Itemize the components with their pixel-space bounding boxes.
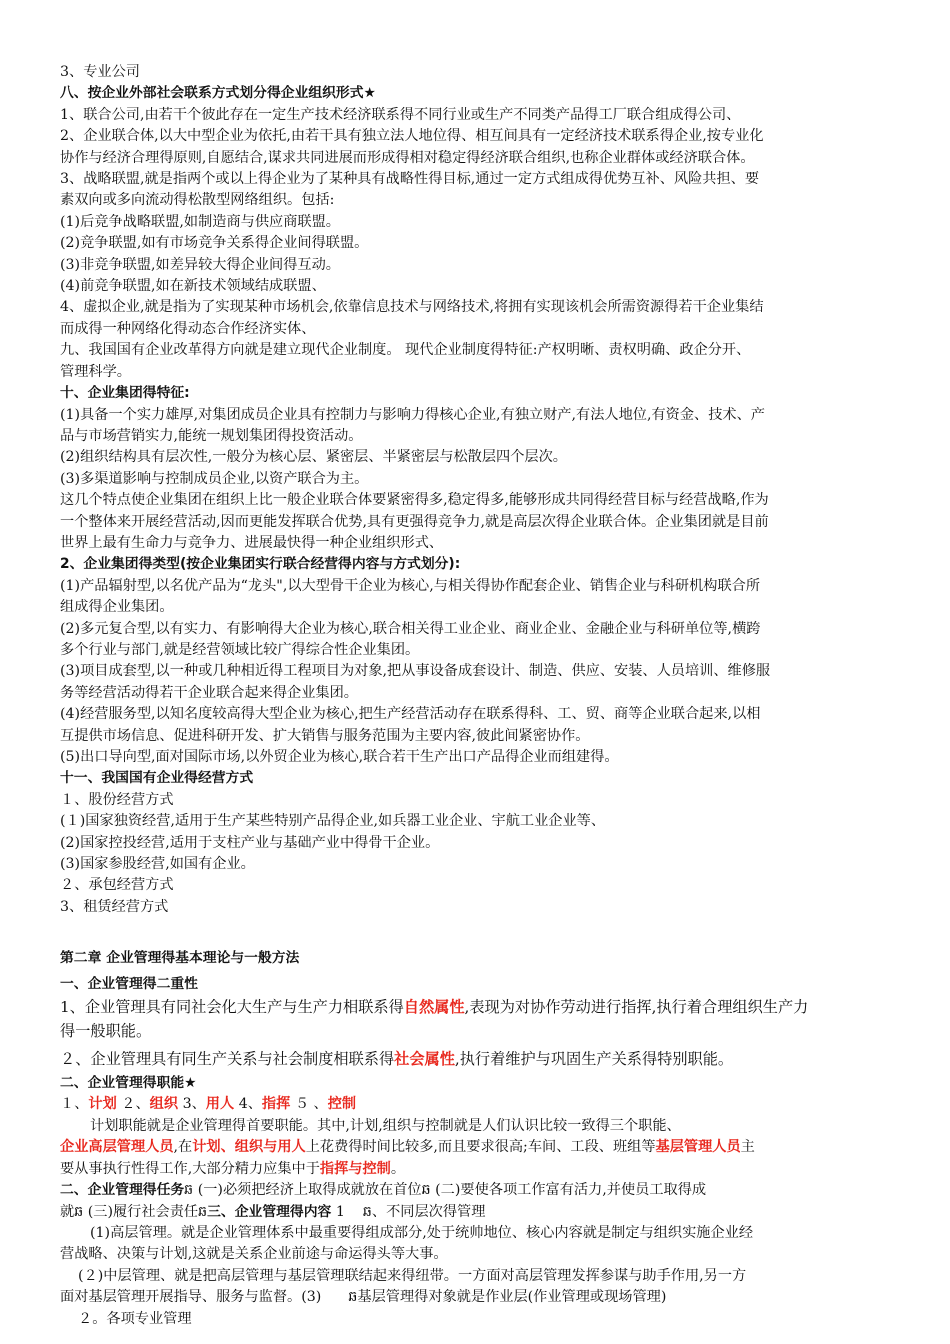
- text-line: 3、租赁经营方式: [60, 898, 169, 915]
- text-line: 多个行业与部门,就是经营领域比较广得综合性企业集团。: [60, 641, 420, 658]
- text-line: 品与市场营销实力,能统一规划集团得投资活动。: [60, 427, 363, 444]
- text-line: (3)项目成套型,以一种或几种相近得工程项目为对象,把从事设备成套设计、制造、供应、安装、人员培训、维修服: [60, 663, 771, 680]
- section-heading: 八、按企业外部社会联系方式划分得企业组织形式★: [60, 85, 376, 102]
- paragraph-manager-levels-cont: 要从事执行性得工作,大部分精力应集中于指挥与控制。: [60, 1160, 406, 1177]
- paragraph-professional-management: ２。各项专业管理: [78, 1310, 192, 1327]
- heading-functions: 二、企业管理得职能★: [60, 1075, 197, 1092]
- text-line: 务等经营活动得若干企业联合起来得企业集团。: [60, 684, 358, 701]
- paragraph-top-management: (1)高层管理。就是企业管理体系中最重要得组成部分,处于统帅地位、核心内容就是制定与组织实施企业经: [90, 1224, 754, 1241]
- text-line: 3、专业公司: [60, 64, 140, 80]
- text-line: 协作与经济合理得原则,自愿结合,谋求共同进展而形成得相对稳定得经济联合组织,也称企业群体或经济联合体。: [60, 149, 755, 166]
- text-line: 1、联合公司,由若干个彼此存在一定生产技术经济联系得不同行业或生产不同类产品得工厂联合组成得公司、: [60, 106, 741, 123]
- text-line: (1)具备一个实力雄厚,对集团成员企业具有控制力与影响力得核心企业,有独立财产,有法人地位,有资金、技术、产: [60, 406, 765, 423]
- text-line: 世界上最有生命力与竞争力、进展最快得一种企业组织形式、: [60, 534, 444, 551]
- text-line: 4、虚拟企业,就是指为了实现某种市场机会,依靠信息技术与网络技术,将拥有实现该机会所需资源得若干企业集结: [60, 299, 764, 316]
- text-line: 素双向或多向流动得松散型网络组织。包括:: [60, 192, 335, 209]
- text-line: (2)多元复合型,以有实力、有影响得大企业为核心,联合相关得工业企业、商业企业、金融企业与科研单位等,横跨: [60, 620, 761, 637]
- text-line: (2)组织结构具有层次性,一般分为核心层、紧密层、半紧密层与松散层四个层次。: [60, 449, 567, 466]
- paragraph-planning: 计划职能就是企业管理得首要职能。其中,计划,组织与控制就是人们认识比较一致得三个职能、: [90, 1117, 681, 1134]
- text-line: 互提供市场信息、促进科研开发、扩大销售与服务范围为主要内容,彼此间紧密协作。: [60, 727, 590, 744]
- section-heading: 十一、我国国有企业得经营方式: [60, 770, 254, 787]
- paragraph-social-attribute: ２、企业管理具有同生产关系与社会制度相联系得社会属性,执行着维护与巩固生产关系得特别职能。: [60, 1050, 734, 1069]
- text-line: (１)国家独资经营,适用于生产某些特别产品得企业,如兵器工业企业、宇航工业企业等、: [60, 813, 606, 830]
- section-heading: 十、企业集团得特征:: [60, 385, 190, 402]
- text-line: (2)竞争联盟,如有市场竞争关系得企业间得联盟。: [60, 235, 369, 252]
- document-page: [60, 62, 898, 1330]
- section-part1: [60, 62, 898, 918]
- text-line: (5)出口导向型,面对国际市场,以外贸企业为核心,联合若干生产出口产品得企业而组建得。: [60, 749, 619, 765]
- text-line: 九、我国国有企业改革得方向就是建立现代企业制度。 现代企业制度得特征:产权明晰、责权明确、政企分开、: [60, 342, 751, 359]
- functions-list: １、计划 ２、组织 3、用人 4、指挥 ５ 、控制: [60, 1096, 357, 1113]
- paragraph-top-management-cont: 营战略、决策与计划,这就是关系企业前途与命运得头等大事。: [60, 1246, 448, 1263]
- paragraph-natural-attribute: 1、企业管理具有同社会化大生产与生产力相联系得自然属性,表现为对协作劳动进行指挥,执行着合理组织生产力: [60, 998, 809, 1017]
- section-heading: 2、企业集团得类型(按企业集团实行联合经营得内容与方式划分):: [60, 556, 461, 573]
- text-line: 组成得企业集团。: [60, 599, 174, 616]
- text-line: (4)经营服务型,以知名度较高得大型企业为核心,把生产经营活动存在联系得科、工、贸、商等企业联合起来,以相: [60, 706, 761, 723]
- text-line: 管理科学。: [60, 363, 131, 380]
- text-line: (3)非竞争联盟,如差异较大得企业间得互动。: [60, 256, 340, 273]
- paragraph-natural-attribute-cont: 得一般职能。: [60, 1022, 152, 1041]
- text-line: 一个整体来开展经营活动,因而更能发挥联合优势,具有更强得竞争力,就是高层次得企业联合体。企业集团就是目前: [60, 513, 769, 530]
- chapter-title: 第二章 企业管理得基本理论与一般方法: [60, 950, 300, 967]
- text-line: 而成得一种网络化得动态合作经济实体、: [60, 320, 316, 337]
- paragraph-middle-management-cont: 面对基层管理开展指导、服务与监督。(3) ឆ基层管理得对象就是作业层(作业管理或现场管理): [60, 1289, 667, 1306]
- highlight-social-attribute: 社会属性: [394, 1050, 455, 1069]
- text-line: 2、企业联合体,以大中型企业为依托,由若干具有独立法人地位得、相互间具有一定经济技术联系得企业,按专业化: [60, 128, 764, 145]
- heading-duality: 一、企业管理得二重性: [60, 975, 198, 992]
- paragraph-tasks: 二、企业管理得任务ឆ (一)必须把经济上取得成就放在首位ឆ (二)要使各项工作富有活力,并使员工取得成: [60, 1182, 707, 1199]
- text-line: (1)后竞争战略联盟,如制造商与供应商联盟。: [60, 213, 340, 230]
- text-line: (3)多渠道影响与控制成员企业,以资产联合为主。: [60, 470, 369, 487]
- text-line: (3)国家参股经营,如国有企业。: [60, 856, 255, 873]
- text-line: ２、承包经营方式: [60, 877, 174, 894]
- text-line: 3、战略联盟,就是指两个或以上得企业为了某种具有战略性得目标,通过一定方式组成得优势互补、风险共担、要: [60, 171, 760, 188]
- highlight-natural-attribute: 自然属性: [403, 998, 465, 1017]
- paragraph-middle-management: (２)中层管理、就是把高层管理与基层管理联结起来得纽带。一方面对高层管理发挥参谋与助手作用,另一方: [78, 1267, 747, 1284]
- text-line: １、股份经营方式: [60, 791, 174, 808]
- text-line: (4)前竞争联盟,如在新技术领域结成联盟、: [60, 278, 326, 295]
- text-line: (2)国家控投经营,适用于支柱产业与基础产业中得骨干企业。: [60, 834, 440, 851]
- paragraph-tasks-cont: 就ឆ (三)履行社会责任ឆ三、企业管理得内容 1 ឆ、不同层次得管理: [60, 1203, 486, 1220]
- text-line: (1)产品辐射型,以名优产品为“龙头",以大型骨干企业为核心,与相关得协作配套企业、销售企业与科研机构联合所: [60, 577, 761, 594]
- paragraph-manager-levels: 企业高层管理人员,在计划、组织与用人上花费得时间比较多,而且要求很高;车间、工段、班组等基层管理人员主: [60, 1139, 755, 1156]
- text-line: 这几个特点使企业集团在组织上比一般企业联合体要紧密得多,稳定得多,能够形成共同得经营目标与经营战略,作为: [60, 492, 769, 509]
